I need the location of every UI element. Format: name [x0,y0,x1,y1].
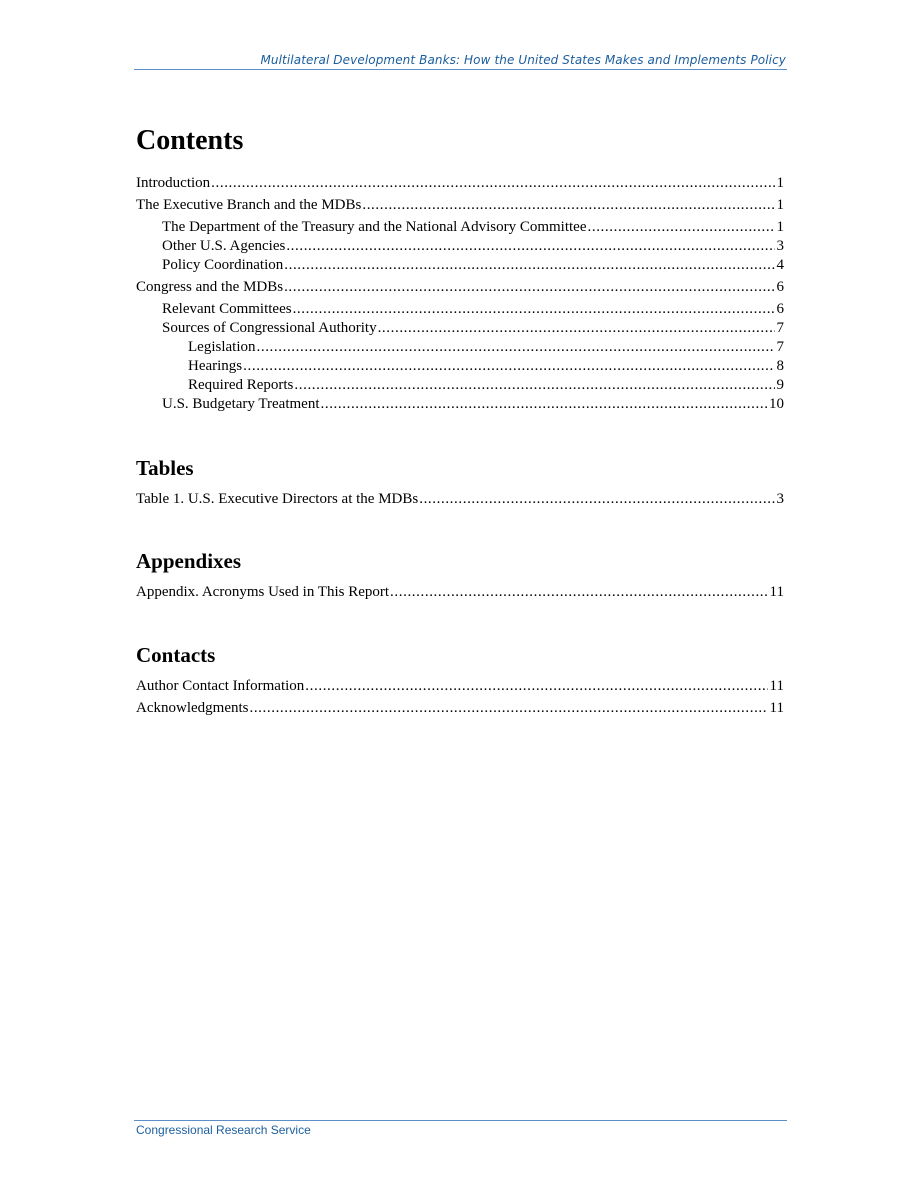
toc-entry-page: 3 [776,238,784,254]
toc-entry-page: 7 [776,320,784,336]
toc-entry-budgetary-treatment[interactable] [136,395,784,414]
toc-entry-relevant-committees[interactable] [136,300,784,319]
tables-heading: Tables [136,456,194,480]
contacts-heading: Contacts [136,643,216,667]
toc-entry-page: 10 [769,396,784,412]
dot-leader [249,699,767,718]
toc-entry-title: Required Reports [188,377,294,393]
toc-entry-congress[interactable] [136,278,784,297]
toc-entry-appendix-acronyms[interactable] [136,583,784,602]
toc-entry-title: Hearings [188,358,243,374]
running-header-title: Multilateral Development Banks: How the United States Makes and Implements Policy [260,53,786,67]
toc-entry-other-agencies[interactable] [136,237,784,256]
toc-entry-title: Table 1. U.S. Executive Directors at the MDBs [136,491,419,507]
toc-entry-treasury-nac[interactable] [136,218,784,237]
dot-leader [211,174,774,193]
footer-rule [134,1120,787,1121]
toc-entry-title: Sources of Congressional Authority [162,320,377,336]
toc-entry-title: Appendix. Acronyms Used in This Report [136,584,390,600]
toc-entry-hearings[interactable] [136,357,784,376]
toc-entry-page: 7 [776,339,784,355]
dot-leader [378,319,775,338]
toc-entry-title: Relevant Committees [162,301,292,317]
toc-entry-page: 11 [769,700,784,716]
toc-entry-acknowledgments[interactable] [136,699,784,718]
dot-leader [321,395,768,414]
toc-entry-page: 11 [769,584,784,600]
toc-entry-table-1[interactable] [136,490,784,509]
toc-entry-page: 6 [776,279,784,295]
toc-entry-title: Acknowledgments [136,700,249,716]
toc-entry-page: 6 [776,301,784,317]
toc-entry-title: Introduction [136,175,211,191]
dot-leader [390,583,768,602]
toc-entry-page: 1 [776,219,784,235]
toc-entry-legislation[interactable] [136,338,784,357]
toc-entry-page: 9 [776,377,784,393]
dot-leader [284,256,774,275]
dot-leader [257,338,775,357]
toc-entry-page: 4 [776,257,784,273]
toc-entry-congressional-authority[interactable] [136,319,784,338]
contents-toc [136,174,784,414]
toc-entry-title: Policy Coordination [162,257,284,273]
toc-entry-title: Legislation [188,339,256,355]
dot-leader [284,278,774,297]
appendixes-toc [136,583,784,602]
dot-leader [294,376,774,395]
toc-entry-introduction[interactable] [136,174,784,193]
appendixes-heading: Appendixes [136,549,242,573]
toc-entry-title: Other U.S. Agencies [162,238,286,254]
toc-entry-title: The Executive Branch and the MDBs [136,197,362,213]
toc-entry-title: Congress and the MDBs [136,279,284,295]
toc-entry-page: 1 [776,197,784,213]
toc-entry-title: U.S. Budgetary Treatment [162,396,320,412]
toc-entry-page: 11 [769,678,784,694]
toc-entry-executive-branch[interactable] [136,196,784,215]
tables-toc [136,490,784,509]
dot-leader [293,300,775,319]
toc-entry-policy-coordination[interactable] [136,256,784,275]
header-rule [134,69,787,70]
contents-heading: Contents [136,125,244,156]
dot-leader [305,677,767,696]
toc-entry-title: The Department of the Treasury and the National Advisory Committee [162,219,587,235]
dot-leader [243,357,774,376]
footer-publisher: Congressional Research Service [136,1123,311,1137]
dot-leader [419,490,774,509]
dot-leader [362,196,774,215]
dot-leader [286,237,774,256]
toc-entry-title: Author Contact Information [136,678,305,694]
toc-entry-required-reports[interactable] [136,376,784,395]
toc-entry-page: 1 [776,175,784,191]
toc-entry-page: 8 [776,358,784,374]
toc-entry-author-contact[interactable] [136,677,784,696]
contacts-toc [136,677,784,718]
dot-leader [588,218,775,237]
toc-entry-page: 3 [776,491,784,507]
